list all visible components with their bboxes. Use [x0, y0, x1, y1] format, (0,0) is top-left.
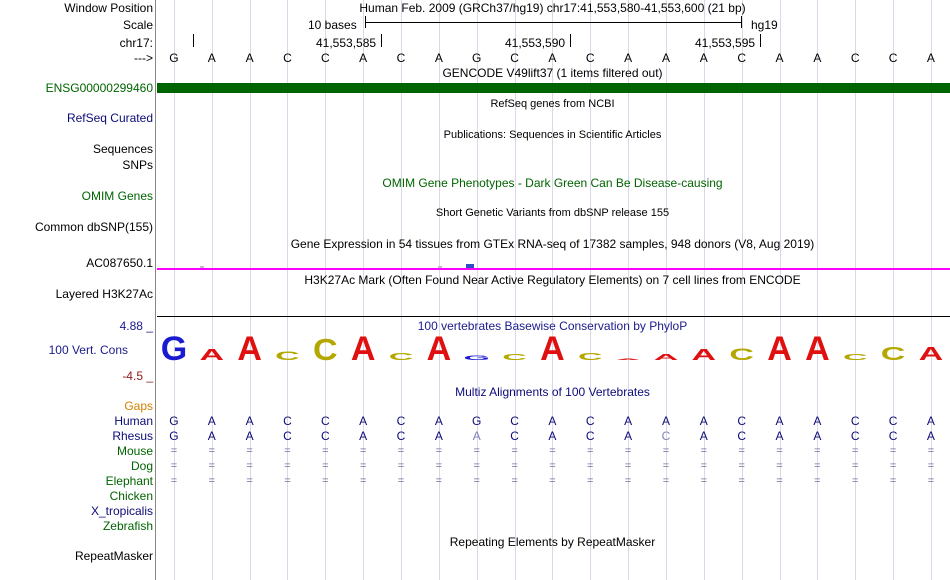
rhesus-base: C	[850, 429, 860, 443]
alignment-match: =	[511, 475, 518, 487]
repeatmasker-label[interactable]: RepeatMasker	[74, 549, 153, 563]
alignment-match: =	[662, 460, 670, 472]
coord-tick	[570, 34, 571, 47]
rhesus-base: C	[396, 429, 406, 443]
coord-label: 41,553,590	[505, 36, 566, 50]
h3k27ac-track-title[interactable]: H3K27Ac Mark (Often Found Near Active Regulatory Elements) on 7 cell lines from ENCODE	[304, 273, 801, 287]
alignment-match: =	[814, 445, 821, 457]
coord-label: 41,553,585	[316, 36, 377, 50]
alignment-match: =	[889, 445, 897, 457]
phylop-letter: A	[350, 330, 376, 364]
pubs-label-snps[interactable]: SNPs	[122, 158, 153, 172]
human-base: C	[320, 414, 330, 428]
phylop-letter: A	[691, 346, 717, 364]
alignment-match: =	[738, 445, 745, 457]
window-position-label: Window Position	[64, 1, 153, 15]
rhesus-base: A	[434, 429, 443, 443]
alignment-match: =	[549, 445, 556, 457]
omim-track-title[interactable]: OMIM Gene Phenotypes - Dark Green Can Be Disease-causing	[382, 176, 723, 190]
alignment-match: =	[889, 460, 897, 472]
phylop-letter: A	[237, 330, 262, 364]
species-label-human[interactable]: Human	[114, 414, 153, 428]
coord-label: 41,553,595	[695, 36, 756, 50]
phylop-letter: A	[199, 346, 225, 364]
base-letter: A	[813, 51, 822, 65]
phylop-letter: A	[805, 330, 830, 364]
rhesus-base: A	[472, 429, 481, 443]
rhesus-base: A	[775, 429, 784, 443]
rhesus-base: A	[245, 429, 254, 443]
alignment-match: =	[927, 475, 935, 487]
base-letter: C	[510, 51, 519, 65]
base-letter: A	[699, 51, 708, 65]
rhesus-base: A	[548, 429, 557, 443]
h3k27ac-baseline	[157, 316, 950, 317]
alignment-match: =	[208, 475, 215, 487]
rhesus-base: A	[624, 429, 633, 443]
human-base: A	[926, 414, 935, 428]
human-base: G	[169, 414, 179, 428]
phylop-min-label: -4.5 _	[122, 369, 153, 383]
gtex-track-title[interactable]: Gene Expression in 54 tissues from GTEx RNA-seq of 17382 samples, 948 donors (V8, Aug 2019)	[290, 237, 815, 251]
base-letter: C	[888, 51, 898, 65]
pubs-track-title[interactable]: Publications: Sequences in Scientific Articles	[443, 129, 662, 141]
species-label-zebrafish[interactable]: Zebrafish	[102, 519, 153, 533]
phylop-letter: C	[388, 351, 414, 363]
scale-label: Scale	[122, 18, 153, 32]
alignment-match: =	[246, 460, 253, 472]
rhesus-base: C	[585, 429, 595, 443]
dbsnp-track-title[interactable]: Short Genetic Variants from dbSNP release 155	[435, 207, 670, 219]
alignment-match: =	[889, 475, 897, 487]
alignment-match: =	[435, 445, 443, 457]
phylop-letter: C	[275, 349, 300, 363]
alignment-match: =	[397, 460, 405, 472]
phylop-label[interactable]: 100 Vert. Cons	[48, 343, 128, 357]
alignment-match: =	[322, 445, 329, 457]
phylop-letter: C	[729, 344, 754, 364]
human-base: A	[548, 414, 557, 428]
rhesus-base: A	[813, 429, 822, 443]
chrom-label: chr17:	[119, 36, 153, 50]
window-position-value[interactable]: Human Feb. 2009 (GRCh37/hg19) chr17:41,553,580-41,553,600 (21 bp)	[359, 1, 746, 15]
phylop-track-title[interactable]: 100 vertebrates Basewise Conservation by PhyloP	[417, 319, 688, 333]
human-base: C	[283, 414, 292, 428]
assembly-label: hg19	[751, 18, 778, 32]
base-letter: C	[283, 51, 292, 65]
alignment-match: =	[170, 460, 178, 472]
phylop-letter: C	[577, 351, 603, 363]
phylop-letter: A	[426, 330, 452, 364]
repeatmasker-track-title[interactable]: Repeating Elements by RepeatMasker	[449, 535, 656, 549]
alignment-match: =	[852, 460, 859, 472]
human-base: C	[510, 414, 519, 428]
base-letter: A	[661, 51, 670, 65]
human-base: A	[661, 414, 670, 428]
base-letter: G	[169, 51, 179, 65]
scale-bar	[365, 22, 741, 23]
phylop-logo[interactable]	[155, 330, 950, 364]
alignment-match: =	[738, 460, 745, 472]
human-base: C	[585, 414, 595, 428]
rhesus-base: C	[888, 429, 898, 443]
alignment-match: =	[397, 475, 405, 487]
base-letter: A	[624, 51, 633, 65]
omim-label[interactable]: OMIM Genes	[81, 189, 153, 203]
phylop-letter: G	[160, 330, 188, 364]
phylop-letter: C	[880, 342, 906, 364]
strand-label: --->	[134, 51, 153, 65]
alignment-match: =	[397, 445, 405, 457]
refseq-label[interactable]: RefSeq Curated	[66, 111, 153, 125]
alignment-match: =	[359, 460, 367, 472]
gtex-expression-bar[interactable]	[200, 266, 204, 268]
alignment-match: =	[852, 475, 859, 487]
alignment-match: =	[435, 460, 443, 472]
phylop-letter: A	[653, 352, 679, 363]
phylop-letter: A	[540, 330, 565, 364]
base-letter: A	[207, 51, 216, 65]
base-letter: C	[585, 51, 595, 65]
human-base: G	[472, 414, 482, 428]
rhesus-base: C	[510, 429, 519, 443]
alignment-match: =	[776, 445, 783, 457]
alignment-match: =	[624, 460, 632, 472]
h3k27ac-label[interactable]: Layered H3K27Ac	[55, 287, 153, 301]
alignment-match: =	[246, 475, 253, 487]
alignment-match: =	[208, 445, 215, 457]
alignment-match: =	[776, 460, 783, 472]
scale-value: 10 bases	[308, 18, 357, 32]
rhesus-base: A	[926, 429, 935, 443]
human-base: A	[434, 414, 443, 428]
gencode-gene-bar[interactable]	[157, 83, 950, 93]
alignment-match: =	[662, 445, 670, 457]
species-label-elephant[interactable]: Elephant	[105, 474, 153, 488]
base-letter: A	[434, 51, 443, 65]
human-base: C	[737, 414, 746, 428]
coord-tick	[381, 34, 382, 47]
alignment-match: =	[208, 460, 215, 472]
multiz-track-title[interactable]: Multiz Alignments of 100 Vertebrates	[455, 385, 650, 399]
base-letter: C	[396, 51, 406, 65]
phylop-letter: C	[313, 332, 338, 364]
h3k27ac-signal-line	[157, 268, 950, 270]
alignment-match: =	[700, 460, 708, 472]
phylop-letter: G	[463, 354, 490, 362]
base-letter: A	[548, 51, 557, 65]
human-base: A	[245, 414, 254, 428]
alignment-match: =	[587, 460, 594, 472]
scale-tick-right	[741, 16, 742, 28]
base-letter: C	[850, 51, 860, 65]
human-base: C	[888, 414, 898, 428]
alignment-match: =	[322, 460, 329, 472]
gaps-label: Gaps	[124, 399, 153, 413]
species-label-mouse[interactable]: Mouse	[116, 444, 153, 458]
species-label-dog[interactable]: Dog	[130, 459, 153, 473]
base-letter: C	[320, 51, 330, 65]
base-letter: A	[359, 51, 368, 65]
alignment-match: =	[246, 445, 253, 457]
rhesus-base: C	[283, 429, 292, 443]
alignment-match: =	[549, 460, 556, 472]
phylop-letter: C	[502, 352, 527, 363]
gencode-gene-label[interactable]: ENSG00000299460	[45, 81, 153, 95]
alignment-match: =	[549, 475, 556, 487]
alignment-match: =	[587, 475, 594, 487]
gencode-track-title[interactable]: GENCODE V49lift37 (1 items filtered out)	[442, 66, 663, 80]
human-base: A	[775, 414, 784, 428]
human-base: A	[359, 414, 368, 428]
alignment-match: =	[662, 475, 670, 487]
alignment-match: =	[927, 445, 935, 457]
species-label-x_tropicalis[interactable]: X_tropicalis	[90, 504, 153, 518]
alignment-match: =	[700, 445, 708, 457]
human-base: A	[207, 414, 216, 428]
alignment-match: =	[927, 460, 935, 472]
coord-tick-start	[193, 34, 194, 47]
alignment-match: =	[814, 475, 821, 487]
alignment-match: =	[587, 445, 594, 457]
rhesus-base: C	[661, 429, 671, 443]
alignment-match: =	[700, 475, 708, 487]
gtex-expression-bar[interactable]	[438, 266, 442, 268]
alignment-match: =	[511, 445, 518, 457]
dbsnp-label[interactable]: Common dbSNP(155)	[34, 220, 153, 234]
base-letter: C	[737, 51, 746, 65]
base-letter: G	[472, 51, 482, 65]
gtex-label[interactable]: AC087650.1	[86, 256, 153, 270]
alignment-match: =	[473, 460, 480, 472]
phylop-letter: A	[918, 342, 944, 364]
human-base: A	[813, 414, 822, 428]
alignment-match: =	[624, 445, 632, 457]
gtex-expression-bar[interactable]	[466, 264, 474, 268]
rhesus-base: C	[320, 429, 330, 443]
alignment-match: =	[170, 475, 178, 487]
species-label-rhesus[interactable]: Rhesus	[112, 429, 153, 443]
rhesus-base: C	[737, 429, 746, 443]
rhesus-base: A	[207, 429, 216, 443]
alignment-match: =	[435, 475, 443, 487]
alignment-match: =	[776, 475, 783, 487]
phylop-letter: C	[842, 352, 868, 363]
species-label-chicken[interactable]: Chicken	[109, 489, 153, 503]
rhesus-base: G	[169, 429, 179, 443]
alignment-match: =	[322, 475, 329, 487]
human-base: C	[850, 414, 860, 428]
alignment-match: =	[473, 475, 480, 487]
alignment-match: =	[473, 445, 480, 457]
pubs-label-sequences[interactable]: Sequences	[92, 142, 153, 156]
alignment-match: =	[852, 445, 859, 457]
base-letter: A	[926, 51, 935, 65]
rhesus-base: A	[359, 429, 368, 443]
alignment-match: =	[359, 445, 367, 457]
alignment-match: =	[511, 460, 518, 472]
base-letter: A	[775, 51, 784, 65]
refseq-track-title[interactable]: RefSeq genes from NCBI	[490, 98, 615, 110]
phylop-letter: A	[767, 330, 792, 364]
human-base: C	[396, 414, 406, 428]
alignment-match: =	[284, 475, 291, 487]
base-letter: A	[245, 51, 254, 65]
human-base: A	[699, 414, 708, 428]
phylop-max-label: 4.88 _	[119, 319, 153, 333]
rhesus-base: A	[699, 429, 708, 443]
alignment-match: =	[359, 475, 367, 487]
alignment-match: =	[738, 475, 745, 487]
coord-tick	[760, 34, 761, 47]
human-base: A	[624, 414, 633, 428]
alignment-match: =	[624, 475, 632, 487]
phylop-letter: A	[615, 358, 641, 361]
alignment-match: =	[284, 460, 291, 472]
alignment-match: =	[814, 460, 821, 472]
alignment-match: =	[170, 445, 178, 457]
alignment-match: =	[284, 445, 291, 457]
